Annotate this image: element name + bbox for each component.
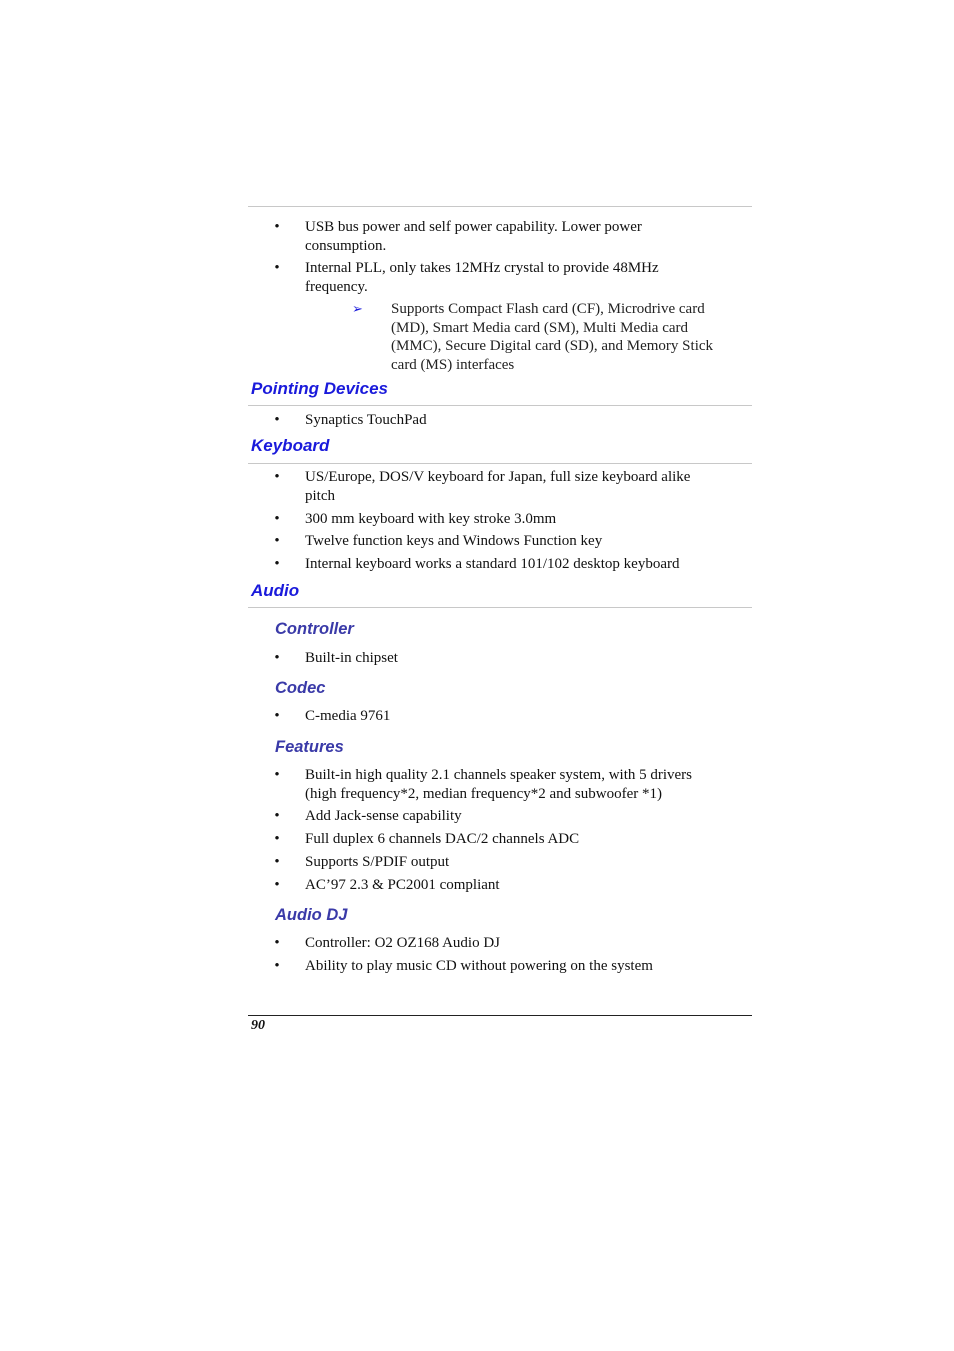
bullet-icon: • — [274, 808, 280, 824]
bullet-icon: • — [274, 533, 280, 549]
subheading-codec: Codec — [275, 679, 326, 697]
bullet-icon: • — [274, 854, 280, 870]
section-rule — [248, 463, 752, 464]
section-heading-pointing-devices: Pointing Devices — [251, 379, 388, 398]
bullet-icon: • — [274, 877, 280, 893]
page-number: 90 — [251, 1018, 265, 1033]
section-rule — [248, 607, 752, 608]
bullet-icon: • — [274, 958, 280, 974]
section-heading-audio: Audio — [251, 581, 300, 600]
bullet-icon: • — [274, 767, 280, 783]
bullet-icon: • — [274, 412, 280, 428]
footer-rule — [248, 1015, 752, 1016]
arrow-bullet-icon: ➢ — [352, 301, 363, 316]
subheading-controller: Controller — [275, 620, 354, 638]
bullet-icon: • — [274, 219, 280, 235]
subheading-audio-dj: Audio DJ — [275, 906, 348, 924]
bullet-icon: • — [274, 708, 280, 724]
bullet-icon: • — [274, 556, 280, 572]
bullet-icon: • — [274, 260, 280, 276]
subheading-features: Features — [275, 738, 344, 756]
bullet-icon: • — [274, 650, 280, 666]
top-rule — [248, 206, 752, 207]
bullet-icon: • — [274, 831, 280, 847]
manual-page: • USB bus power and self power capability. Lower power consumption. • Internal PLL, only takes 12MHz crystal to provide 48MHz frequency. ➢ Supports Compact Flash card (CF), Microdrive card (MD), Smart Media card (SM), Multi Media card (MMC), Secure Digital card (SD), and Memory Stick card (MS) interfaces Pointing Devices • Synaptics TouchPad Keyboard • US/Europe, DOS/V keyboard for Japan, full size keyboard alike pitch • 300 mm keyboard with key stroke 3.0mm • Twelve function keys and Windows Function key • Internal keyboard works a standard 101/102 desktop keyboard Audio Controller • Built-in chipset Codec • C-media 9761 Features • Built-in high quality 2.1 channels speaker system, with 5 drivers (high frequency*2, median frequency*2 and subwoofer *1) • Add Jack-sense capability • Full duplex 6 channels DAC/2 channels ADC • Supports S/PDIF output • AC’97 2.3 & PC2001 compliant Audio DJ • Controller: O2 OZ168 Audio DJ • Ability to play music CD without powering on the system 90 — [0, 0, 954, 1351]
section-rule — [248, 405, 752, 406]
bullet-icon: • — [274, 511, 280, 527]
bullet-icon: • — [274, 935, 280, 951]
bullet-icon: • — [274, 469, 280, 485]
section-heading-keyboard: Keyboard — [251, 436, 330, 455]
